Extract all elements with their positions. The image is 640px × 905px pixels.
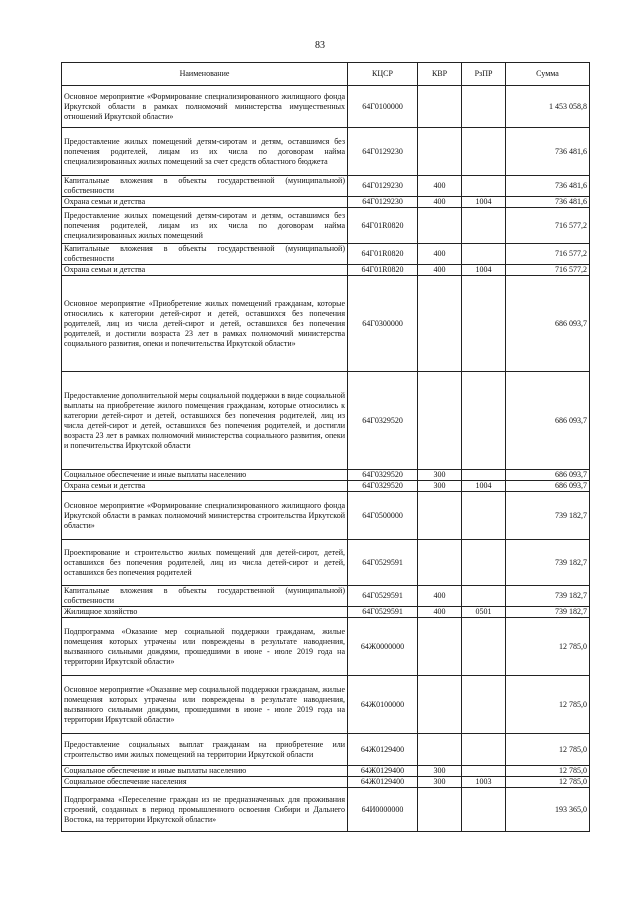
cell-sum: 193 365,0	[506, 788, 590, 832]
cell-kcsr: 64Г0129230	[348, 128, 418, 176]
table-row	[62, 276, 590, 372]
cell-sum: 686 093,7	[506, 276, 590, 372]
cell-sum: 686 093,7	[506, 481, 590, 492]
cell-rzpr	[462, 372, 506, 470]
cell-kvr	[418, 788, 462, 832]
cell-rzpr: 1004	[462, 265, 506, 276]
cell-sum: 12 785,0	[506, 734, 590, 766]
cell-kcsr: 64Г0329520	[348, 481, 418, 492]
cell-name: Социальное обеспечение и иные выплаты населению	[62, 766, 348, 777]
cell-kvr: 300	[418, 766, 462, 777]
cell-rzpr	[462, 208, 506, 244]
table-body	[62, 86, 590, 832]
table-row	[62, 470, 590, 481]
cell-kcsr: 64И0000000	[348, 788, 418, 832]
table-row	[62, 618, 590, 676]
cell-kvr	[418, 208, 462, 244]
cell-name: Охрана семьи и детства	[62, 197, 348, 208]
cell-name: Основное мероприятие «Приобретение жилых помещений гражданам, которые относились к категории детей-сирот и детей, оставшихся без попечения родителей, лиц из числа детей-сирот и детей, оставшихся без попечения родителей, и достигли возраста 23 лет в рамках полномочий министерства социального развития, опеки и попечительства Иркутской области»	[62, 276, 348, 372]
header-sum: Сумма	[506, 63, 590, 86]
cell-kcsr: 64Ж0000000	[348, 618, 418, 676]
cell-kcsr: 64Г0529591	[348, 607, 418, 618]
cell-name: Предоставление дополнительной меры социальной поддержки в виде социальной выплаты на приобретение жилого помещения гражданам, которые относились к категории детей-сирот и детей, оставшихся без попечения родителей, лиц из числа детей-сирот и детей, оставшихся без попечения родителей, и достигли возраста 23 лет в рамках полномочий министерства социального развития, опеки и попечительства Иркутской области	[62, 372, 348, 470]
cell-kvr	[418, 734, 462, 766]
table-row	[62, 208, 590, 244]
cell-kcsr: 64Г0100000	[348, 86, 418, 128]
cell-name: Социальное обеспечение и иные выплаты населению	[62, 470, 348, 481]
cell-name: Основное мероприятие «Формирование специализированного жилищного фонда Иркутской области в рамках полномочий министерства строительства Иркутской области»	[62, 492, 348, 540]
table-row	[62, 777, 590, 788]
cell-name: Капитальные вложения в объекты государственной (муниципальной) собственности	[62, 176, 348, 197]
cell-sum: 12 785,0	[506, 766, 590, 777]
cell-rzpr	[462, 492, 506, 540]
cell-kcsr: 64Г01R0820	[348, 244, 418, 265]
cell-kvr: 400	[418, 244, 462, 265]
cell-rzpr	[462, 618, 506, 676]
table-header-row	[62, 63, 590, 86]
cell-kvr: 400	[418, 586, 462, 607]
cell-rzpr	[462, 734, 506, 766]
cell-kvr: 400	[418, 265, 462, 276]
cell-kvr	[418, 372, 462, 470]
header-kcsr: КЦСР	[348, 63, 418, 86]
cell-sum: 686 093,7	[506, 372, 590, 470]
header-kvr: КВР	[418, 63, 462, 86]
cell-kcsr: 64Г01R0820	[348, 208, 418, 244]
cell-kvr: 300	[418, 481, 462, 492]
cell-rzpr	[462, 676, 506, 734]
table-row	[62, 197, 590, 208]
cell-kcsr: 64Г01R0820	[348, 265, 418, 276]
cell-name: Предоставление жилых помещений детям-сиротам и детям, оставшимся без попечения родителей, лицам из их числа по договорам найма специализированных жилых помещений за счет средств областного бюджета	[62, 128, 348, 176]
cell-kcsr: 64Ж0129400	[348, 766, 418, 777]
cell-rzpr	[462, 586, 506, 607]
cell-name: Предоставление социальных выплат гражданам на приобретение или строительство ими жилых помещений на территории Иркутской области	[62, 734, 348, 766]
table-row	[62, 586, 590, 607]
cell-name: Основное мероприятие «Оказание мер социальной поддержки гражданам, жилые помещения которых утрачены или повреждены в результате наводнения, вызванного сильными дождями, прошедшими в июне - июле 2019 года на территории Иркутской области»	[62, 676, 348, 734]
table-row	[62, 372, 590, 470]
cell-sum: 12 785,0	[506, 777, 590, 788]
cell-rzpr	[462, 176, 506, 197]
cell-sum: 739 182,7	[506, 586, 590, 607]
table-row	[62, 176, 590, 197]
table-row	[62, 607, 590, 618]
cell-rzpr	[462, 276, 506, 372]
page-number: 83	[315, 40, 325, 51]
cell-kvr	[418, 676, 462, 734]
table-row	[62, 734, 590, 766]
cell-rzpr	[462, 470, 506, 481]
table-row	[62, 676, 590, 734]
cell-sum: 739 182,7	[506, 607, 590, 618]
table-row	[62, 481, 590, 492]
cell-name: Капитальные вложения в объекты государственной (муниципальной) собственности	[62, 586, 348, 607]
table-row	[62, 766, 590, 777]
cell-name: Подпрограмма «Оказание мер социальной поддержки гражданам, жилые помещения которых утрачены или повреждены в результате наводнения, вызванного сильными дождями, прошедшими в июне - июле 2019 года на территории Иркутской области»	[62, 618, 348, 676]
cell-kvr	[418, 86, 462, 128]
table-row	[62, 788, 590, 832]
cell-kcsr: 64Ж0129400	[348, 777, 418, 788]
table-row	[62, 128, 590, 176]
cell-rzpr	[462, 86, 506, 128]
cell-name: Жилищное хозяйство	[62, 607, 348, 618]
cell-rzpr	[462, 788, 506, 832]
cell-kcsr: 64Г0300000	[348, 276, 418, 372]
cell-name: Охрана семьи и детства	[62, 481, 348, 492]
cell-sum: 736 481,6	[506, 176, 590, 197]
cell-name: Основное мероприятие «Формирование специализированного жилищного фонда Иркутской области в рамках полномочий министерства имущественных отношений Иркутской области»	[62, 86, 348, 128]
cell-sum: 716 577,2	[506, 265, 590, 276]
cell-sum: 736 481,6	[506, 128, 590, 176]
cell-sum: 12 785,0	[506, 676, 590, 734]
cell-sum: 739 182,7	[506, 540, 590, 586]
cell-sum: 716 577,2	[506, 244, 590, 265]
cell-name: Социальное обеспечение населения	[62, 777, 348, 788]
cell-kcsr: 64Г0529591	[348, 586, 418, 607]
table-row	[62, 540, 590, 586]
cell-kvr	[418, 492, 462, 540]
cell-rzpr: 0501	[462, 607, 506, 618]
cell-rzpr	[462, 766, 506, 777]
cell-kcsr: 64Г0129230	[348, 197, 418, 208]
cell-sum: 686 093,7	[506, 470, 590, 481]
cell-kvr: 400	[418, 176, 462, 197]
cell-rzpr: 1004	[462, 197, 506, 208]
cell-kcsr: 64Г0500000	[348, 492, 418, 540]
cell-rzpr	[462, 540, 506, 586]
cell-rzpr	[462, 244, 506, 265]
table-row	[62, 86, 590, 128]
header-rzpr: РзПР	[462, 63, 506, 86]
cell-kvr: 400	[418, 607, 462, 618]
cell-name: Капитальные вложения в объекты государственной (муниципальной) собственности	[62, 244, 348, 265]
cell-name: Охрана семьи и детства	[62, 265, 348, 276]
cell-sum: 739 182,7	[506, 492, 590, 540]
cell-kcsr: 64Ж0129400	[348, 734, 418, 766]
cell-rzpr: 1003	[462, 777, 506, 788]
cell-kvr	[418, 540, 462, 586]
cell-kcsr: 64Г0329520	[348, 470, 418, 481]
table-row	[62, 265, 590, 276]
cell-kvr: 300	[418, 777, 462, 788]
cell-kcsr: 64Г0529591	[348, 540, 418, 586]
cell-kvr	[418, 618, 462, 676]
cell-name: Предоставление жилых помещений детям-сиротам и детям, оставшимся без попечения родителей, лицам из их числа по договорам найма специализированных жилых помещений	[62, 208, 348, 244]
cell-kcsr: 64Ж0100000	[348, 676, 418, 734]
cell-name: Подпрограмма «Переселение граждан из не предназначенных для проживания строений, созданных в период промышленного освоения Сибири и Дальнего Востока, на территории Иркутской области»	[62, 788, 348, 832]
cell-sum: 1 453 058,8	[506, 86, 590, 128]
budget-table	[61, 62, 590, 832]
cell-kvr: 300	[418, 470, 462, 481]
cell-name: Проектирование и строительство жилых помещений для детей-сирот, детей, оставшихся без попечения родителей, лиц из числа детей-сирот и детей, оставшихся без попечения родителей	[62, 540, 348, 586]
cell-kvr	[418, 128, 462, 176]
cell-sum: 12 785,0	[506, 618, 590, 676]
cell-kvr	[418, 276, 462, 372]
header-name: Наименование	[62, 63, 348, 86]
cell-rzpr	[462, 128, 506, 176]
table-row	[62, 492, 590, 540]
cell-sum: 716 577,2	[506, 208, 590, 244]
cell-sum: 736 481,6	[506, 197, 590, 208]
cell-kvr: 400	[418, 197, 462, 208]
cell-rzpr: 1004	[462, 481, 506, 492]
cell-kcsr: 64Г0129230	[348, 176, 418, 197]
table-row	[62, 244, 590, 265]
cell-kcsr: 64Г0329520	[348, 372, 418, 470]
